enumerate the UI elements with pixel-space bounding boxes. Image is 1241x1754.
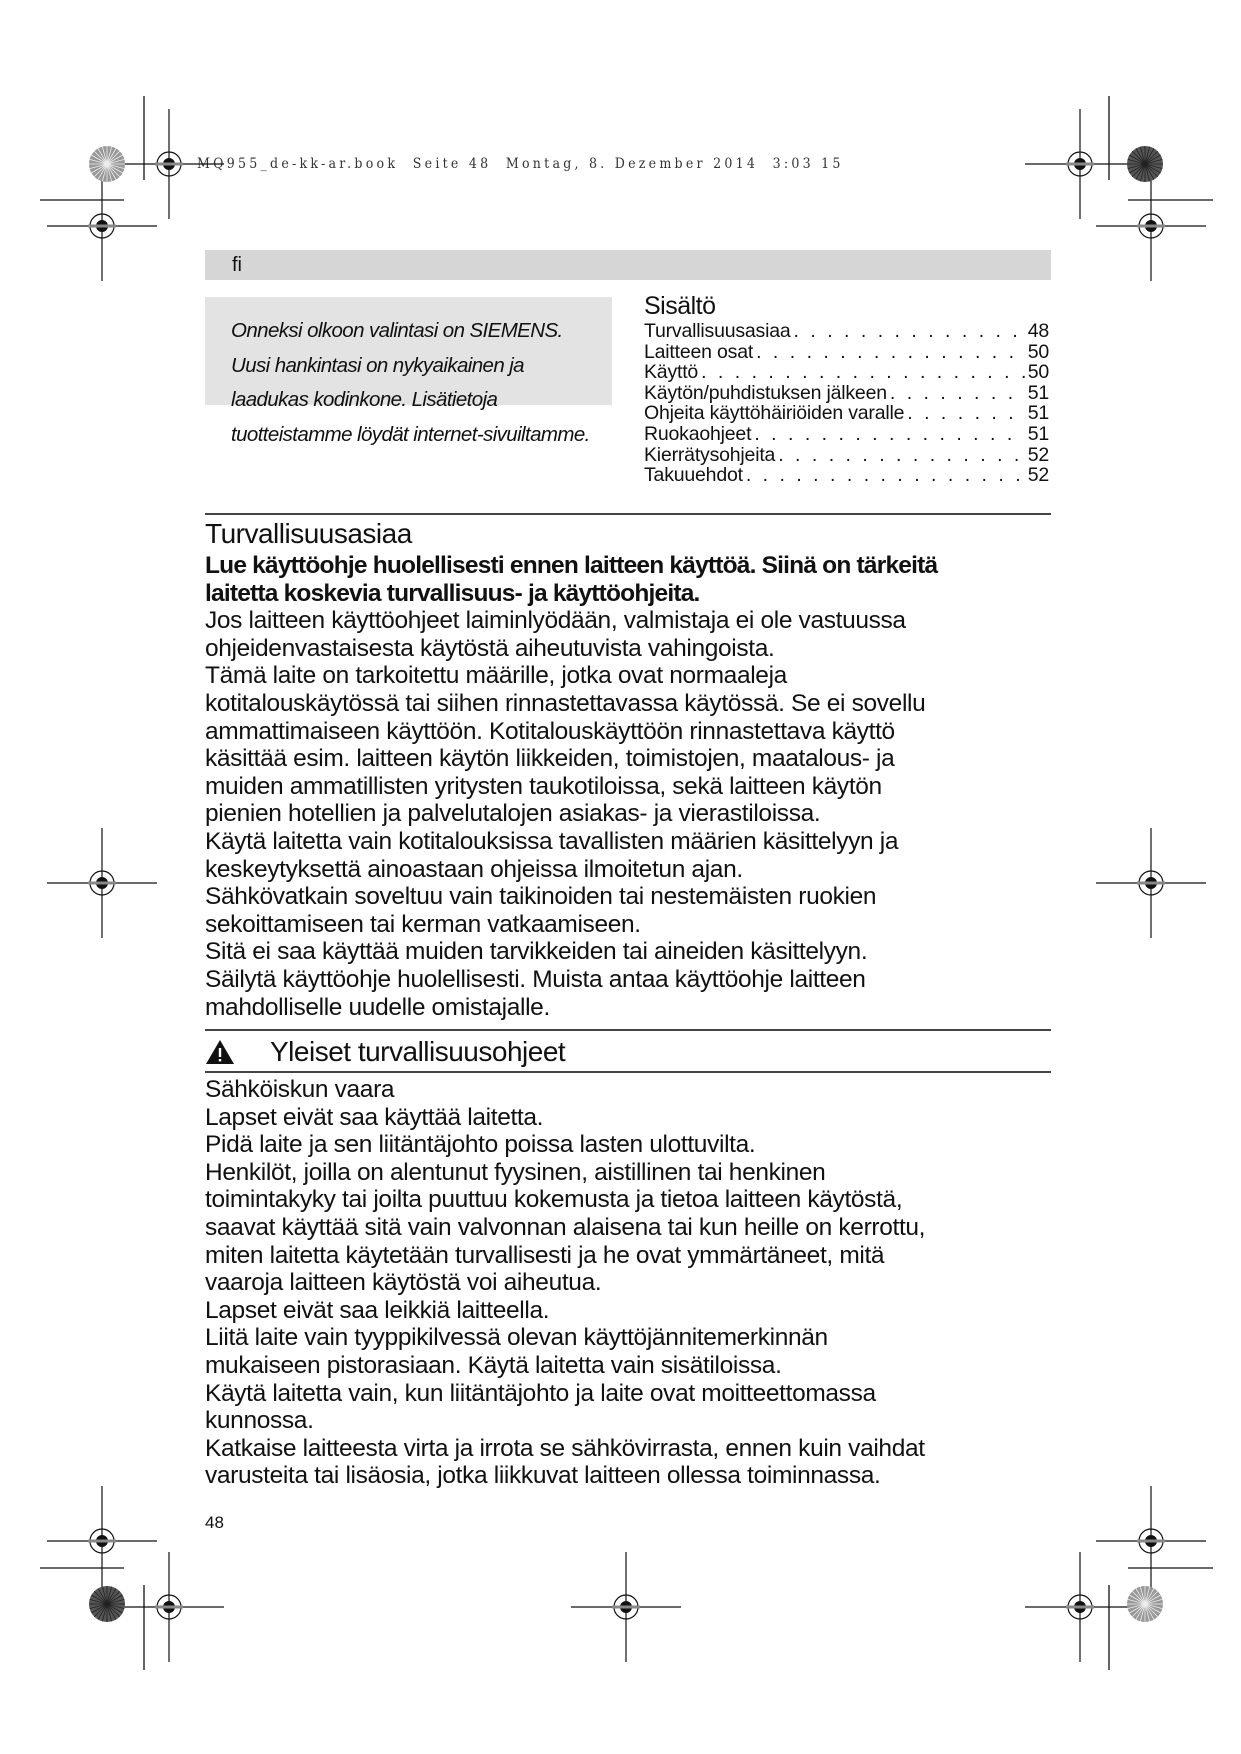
- text-line: Pidä laite ja sen liitäntäjohto poissa lasten ulottuvilta.: [205, 1131, 756, 1159]
- toc-leader-dots: [746, 465, 1025, 486]
- warning-triangle-icon: [205, 1039, 235, 1065]
- intro-box: [205, 297, 612, 446]
- text-line: Käytä laitetta vain, kun liitäntäjohto ja laite ovat moitteettomassa: [205, 1379, 876, 1407]
- text-line: Sitä ei saa käyttää muiden tarvikkeiden tai aineiden käsittelyyn.: [205, 938, 868, 966]
- text-line: Jos laitteen käyttöohjeet laiminlyödään, valmistaja ei ole vastuussa: [205, 607, 906, 635]
- toc-item-label: Ohjeita käyttöhäiriöiden varalle: [644, 402, 905, 425]
- toc-item: [644, 362, 1049, 383]
- warning-heading: [205, 1036, 565, 1068]
- text-line: keskeytyksettä ainoastaan ohjeissa ilmoitetun ajan.: [205, 855, 743, 883]
- toc-title: Sisältö: [644, 292, 716, 320]
- toc-item-label: Ruokaohjeet: [644, 422, 752, 445]
- text-line: miten laitetta käytetään turvallisesti ja he ovat ymmärtäneet, mitä: [205, 1241, 885, 1269]
- text-line: saavat käyttää sitä vain valvonnan alaisena tai kun heille on kerrottu,: [205, 1213, 926, 1241]
- crop-mark-line: [1128, 200, 1213, 201]
- registration-crosshair-icon: [1025, 1552, 1135, 1662]
- crop-mark-line: [1109, 96, 1110, 180]
- bold-text-line: laitetta koskevia turvallisuus- ja käyttöohjeita.: [205, 579, 700, 607]
- toc-item-page: 51: [1027, 422, 1049, 445]
- text-line: Tämä laite on tarkoitettu määrille, jotka ovat normaaleja: [205, 662, 787, 690]
- toc-leader-dots: [756, 342, 1025, 363]
- table-of-contents: [644, 291, 1049, 486]
- toc-leader-dots: [701, 362, 1025, 383]
- text-line: Liitä laite vain tyyppikilvessä olevan käyttöjännitemerkinnän: [205, 1324, 828, 1352]
- toc-item: [644, 342, 1049, 363]
- intro-line: Onneksi olkoon valintasi on SIEMENS.: [231, 319, 563, 342]
- text-line: Käytä laitetta vain kotitalouksissa tavallisten määrien käsittelyyn ja: [205, 827, 899, 855]
- text-line: sekoittamiseen tai kerman vatkaamiseen.: [205, 910, 641, 938]
- toc-item: [644, 424, 1049, 445]
- print-header: MQ955_de-kk-ar.book Seite 48 Montag, 8. Dezember 2014 3:03 15: [197, 156, 844, 172]
- toc-item: [644, 465, 1049, 486]
- color-calibration-disc-icon: [1126, 1585, 1164, 1623]
- subsection-title: Sähköiskun vaara: [205, 1076, 395, 1103]
- text-line: Henkilöt, joilla on alentunut fyysinen, aistillinen tai henkinen: [205, 1158, 826, 1186]
- crop-mark-line: [40, 1568, 124, 1569]
- intro-line: laadukas kodinkone. Lisätietoja: [231, 388, 498, 411]
- text-line: ammattimaiseen käyttöön. Kotitalouskäyttöön rinnastettava käyttö: [205, 717, 895, 745]
- text-line: pienien hotellien ja palvelutalojen asiakas- ja vierastiloissa.: [205, 800, 821, 828]
- color-calibration-disc-icon: [1126, 145, 1164, 183]
- crop-mark-line: [1128, 1568, 1213, 1569]
- text-line: kotitalouskäytössä tai siihen rinnastettavassa käytössä. Se ei sovellu: [205, 689, 926, 717]
- registration-crosshair-icon: [1096, 828, 1206, 938]
- registration-crosshair-icon: [571, 1552, 681, 1662]
- page-number: 48: [205, 1513, 224, 1532]
- text-line: Katkaise laitteesta virta ja irrota se sähkövirrasta, ennen kuin vaihdat: [205, 1434, 925, 1462]
- section-title: Turvallisuusasiaa: [205, 518, 412, 549]
- language-label: fi: [232, 254, 242, 276]
- toc-item-label: Käytön/puhdistuksen jälkeen: [644, 381, 887, 404]
- toc-item-label: Käyttö: [644, 361, 699, 384]
- registration-crosshair-icon: [1096, 171, 1206, 281]
- toc-item: [644, 383, 1049, 404]
- text-line: Säilytä käyttöohje huolellisesti. Muista antaa käyttöohje laitteen: [205, 965, 866, 993]
- toc-item: [644, 403, 1049, 424]
- text-line: varusteita tai lisäosia, jotka liikkuvat laitteen ollessa toiminnassa.: [205, 1462, 881, 1490]
- toc-item-page: 51: [1027, 381, 1049, 404]
- crop-mark-line: [144, 1585, 145, 1670]
- section-title: Yleiset turvallisuusohjeet: [270, 1036, 566, 1067]
- text-line: Lapset eivät saa käyttää laitetta.: [205, 1103, 544, 1131]
- text-line: Lapset eivät saa leikkiä laitteella.: [205, 1296, 550, 1324]
- text-line: mahdolliselle uudelle omistajalle.: [205, 993, 550, 1021]
- section-general-safety: [205, 1076, 1065, 1490]
- intro-line: Uusi hankintasi on nykyaikainen ja: [231, 353, 524, 377]
- toc-leader-dots: [754, 424, 1024, 445]
- bold-text-line: Lue käyttöohje huolellisesti ennen laitteen käyttöä. Siinä on tärkeitä: [205, 552, 938, 579]
- toc-leader-dots: [907, 403, 1024, 424]
- toc-item-label: Laitteen osat: [644, 340, 754, 363]
- crop-mark-line: [40, 200, 124, 201]
- registration-crosshair-icon: [47, 171, 157, 281]
- toc-item-label: Takuuehdot: [644, 464, 743, 487]
- toc-leader-dots: [890, 383, 1025, 404]
- text-line: toimintakyky tai joilta puuttuu kokemusta ja tietoa laitteen käytöstä,: [205, 1186, 903, 1214]
- color-calibration-disc-icon: [88, 145, 126, 183]
- crop-mark-line: [1109, 1585, 1110, 1670]
- section-safety: [205, 518, 1065, 1021]
- language-bar: [205, 250, 1051, 280]
- toc-item-label: Kierrätysohjeita: [644, 443, 776, 466]
- toc-item-page: 50: [1027, 361, 1049, 384]
- toc-item-page: 52: [1027, 464, 1049, 487]
- toc-item-label: Turvallisuusasiaa: [644, 320, 791, 342]
- registration-crosshair-icon: [47, 828, 157, 938]
- toc-item-page: 48: [1027, 320, 1049, 342]
- color-calibration-disc-icon: [88, 1585, 126, 1623]
- text-line: muiden ammatillisten yritysten taukotiloissa, sekä laitteen käytön: [205, 772, 882, 800]
- section-divider: [205, 513, 1051, 515]
- toc-item: [644, 445, 1049, 466]
- toc-leader-dots: [778, 445, 1025, 466]
- toc-leader-dots: [794, 321, 1025, 342]
- text-line: vaaroja laitteen käytöstä voi aiheutua.: [205, 1269, 602, 1297]
- section-divider: [205, 1071, 1051, 1073]
- text-line: käsittää esim. laitteen käytön liikkeiden, toimistojen, maatalous- ja: [205, 745, 895, 773]
- section-divider: [205, 1029, 1051, 1031]
- text-line: kunnossa.: [205, 1407, 314, 1435]
- toc-item-page: 50: [1027, 340, 1049, 363]
- toc-item-page: 52: [1027, 443, 1049, 466]
- text-line: ohjeidenvastaisesta käytöstä aiheutuvista vahingoista.: [205, 634, 775, 662]
- intro-line: tuotteistamme löydät internet-sivuiltamme.: [231, 422, 590, 446]
- toc-item-page: 51: [1027, 402, 1049, 425]
- text-line: Sähkövatkain soveltuu vain taikinoiden tai nestemäisten ruokien: [205, 883, 877, 911]
- text-line: mukaiseen pistorasiaan. Käytä laitetta vain sisätiloissa.: [205, 1351, 782, 1379]
- registration-crosshair-icon: [114, 1552, 224, 1662]
- crop-mark-line: [144, 96, 145, 180]
- toc-item: [644, 321, 1049, 342]
